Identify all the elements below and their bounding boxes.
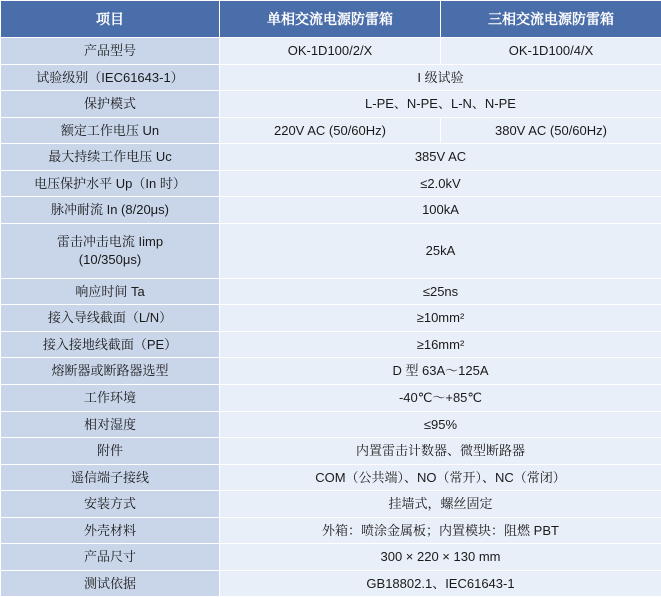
row-label: 遥信端子接线 bbox=[1, 464, 220, 491]
row-value: 25kA bbox=[220, 223, 661, 278]
table-row bbox=[1, 331, 661, 358]
table-row bbox=[1, 438, 661, 465]
row-value-three-phase: OK-1D100/4/X bbox=[441, 38, 661, 65]
row-value-single-phase: 220V AC (50/60Hz) bbox=[220, 117, 441, 144]
row-label: 熔断器或断路器选型 bbox=[1, 358, 220, 385]
row-value: 外箱：喷涂金属板；内置模块：阻燃 PBT bbox=[220, 517, 661, 544]
table-row bbox=[1, 411, 661, 438]
row-value: I 级试验 bbox=[220, 64, 661, 91]
header-cell-item: 项目 bbox=[1, 1, 220, 38]
row-value-three-phase: 380V AC (50/60Hz) bbox=[441, 117, 661, 144]
row-value: D 型 63A～125A bbox=[220, 358, 661, 385]
header-cell-single-phase: 单相交流电源防雷箱 bbox=[220, 1, 441, 38]
table-row bbox=[1, 223, 661, 278]
header-cell-three-phase: 三相交流电源防雷箱 bbox=[441, 1, 661, 38]
row-label: 最大持续工作电压 Uc bbox=[1, 144, 220, 171]
row-label: 工作环境 bbox=[1, 385, 220, 412]
table-row bbox=[1, 170, 661, 197]
table-row bbox=[1, 64, 661, 91]
row-label: 保护模式 bbox=[1, 91, 220, 118]
row-label: 响应时间 Ta bbox=[1, 278, 220, 305]
row-value: ≤25ns bbox=[220, 278, 661, 305]
row-label: 脉冲耐流 In (8/20μs) bbox=[1, 197, 220, 224]
table-row bbox=[1, 544, 661, 571]
row-value: ≤2.0kV bbox=[220, 170, 661, 197]
table-row bbox=[1, 38, 661, 65]
row-label: 安装方式 bbox=[1, 491, 220, 518]
table-row bbox=[1, 278, 661, 305]
row-label: 测试依据 bbox=[1, 570, 220, 597]
row-value: -40℃～+85℃ bbox=[220, 385, 661, 412]
table-row bbox=[1, 117, 661, 144]
row-label: 试验级别（IEC61643-1） bbox=[1, 64, 220, 91]
row-value: 100kA bbox=[220, 197, 661, 224]
table-row bbox=[1, 385, 661, 412]
row-value: 内置雷击计数器、微型断路器 bbox=[220, 438, 661, 465]
row-value: ≤95% bbox=[220, 411, 661, 438]
row-value: 300 × 220 × 130 mm bbox=[220, 544, 661, 571]
row-value: GB18802.1、IEC61643-1 bbox=[220, 570, 661, 597]
header-row bbox=[1, 1, 661, 38]
row-value: 385V AC bbox=[220, 144, 661, 171]
row-value: L-PE、N-PE、L-N、N-PE bbox=[220, 91, 661, 118]
table-row bbox=[1, 358, 661, 385]
row-label: 雷击冲击电流 Iimp (10/350μs) bbox=[1, 223, 220, 278]
row-label: 接入接地线截面（PE） bbox=[1, 331, 220, 358]
row-label: 电压保护水平 Up（In 时） bbox=[1, 170, 220, 197]
row-label: 外壳材料 bbox=[1, 517, 220, 544]
table-row bbox=[1, 517, 661, 544]
row-value-single-phase: OK-1D100/2/X bbox=[220, 38, 441, 65]
table-row bbox=[1, 197, 661, 224]
row-value: ≥10mm² bbox=[220, 305, 661, 332]
row-value: ≥16mm² bbox=[220, 331, 661, 358]
row-value: 挂墙式，螺丝固定 bbox=[220, 491, 661, 518]
row-label: 额定工作电压 Un bbox=[1, 117, 220, 144]
row-label: 产品型号 bbox=[1, 38, 220, 65]
table-header bbox=[1, 1, 661, 38]
table-row bbox=[1, 570, 661, 597]
table-row bbox=[1, 305, 661, 332]
table-row bbox=[1, 491, 661, 518]
table-body bbox=[1, 38, 661, 597]
table-row bbox=[1, 144, 661, 171]
table-row bbox=[1, 91, 661, 118]
row-value: COM（公共端）、NO（常开）、NC（常闭） bbox=[220, 464, 661, 491]
row-label: 接入导线截面（L/N） bbox=[1, 305, 220, 332]
row-label: 附件 bbox=[1, 438, 220, 465]
row-label: 产品尺寸 bbox=[1, 544, 220, 571]
row-label: 相对湿度 bbox=[1, 411, 220, 438]
table-row bbox=[1, 464, 661, 491]
